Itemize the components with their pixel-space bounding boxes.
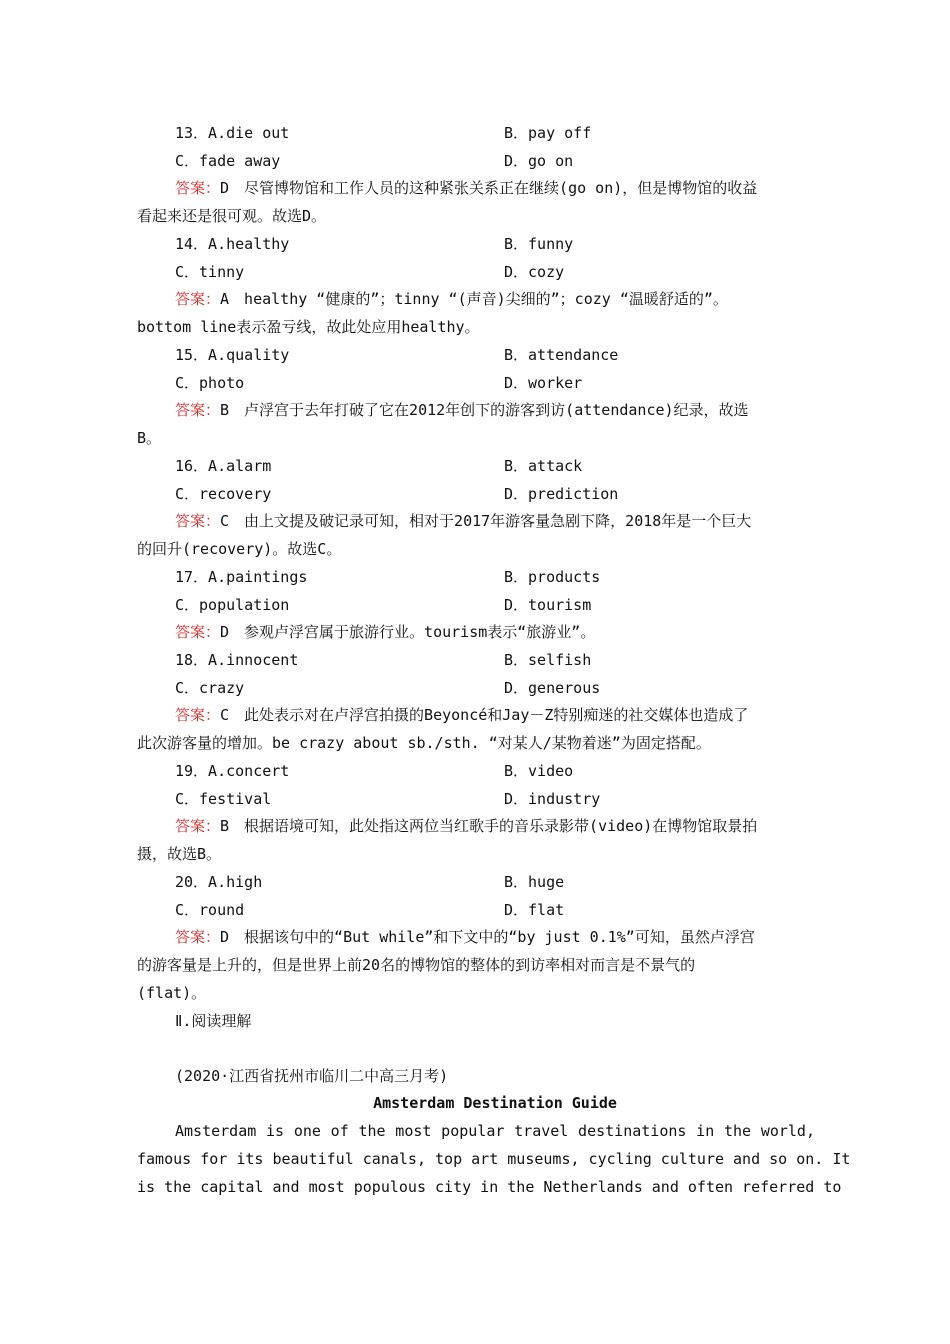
option-text: C．population [175,596,290,614]
answer-continuation: 此次游客量的增加。be crazy about sb./sth. “对某人/某物着迷”为固定搭配。 [137,734,711,752]
answer-text: C 此处表示对在卢浮宫拍摄的Beyoncé和Jay－Z特别痴迷的社交媒体也造成了 [220,706,749,724]
option-text: B．attack [504,457,583,475]
answer-text: A healthy “健康的”；tinny “(声音)尖细的”；cozy “温暖舒适的”。 [220,290,728,308]
option-text: C．round [175,901,245,919]
passage-line: famous for its beautiful canals, top art museums, cycling culture and so on. It [137,1150,851,1168]
answer-text: B 根据语境可知，此处指这两位当红歌手的音乐录影带(video)在博物馆取景拍 [220,817,758,835]
option-text: D．go on [504,152,574,170]
option-text: D．flat [504,901,565,919]
answer-line [175,812,855,840]
answer-text: C 由上文提及破记录可知，相对于2017年游客量急剧下降，2018年是一个巨大 [220,512,752,530]
answer-label: 答案： [175,290,221,308]
option-text: C．recovery [175,485,272,503]
answer-label: 答案： [175,706,221,724]
option-text: 20．A.high [175,873,263,891]
option-text: C．crazy [175,679,245,697]
answer-line [175,285,855,313]
option-text: D．generous [504,679,601,697]
option-text: B．huge [504,873,565,891]
answer-continuation: bottom line表示盈亏线，故此处应用healthy。 [137,318,480,336]
option-text: D．worker [504,374,583,392]
answer-continuation: 摄，故选B。 [137,845,222,863]
passage-line: is the capital and most populous city in the Netherlands and often referred to [137,1178,842,1196]
option-text: D．prediction [504,485,619,503]
answer-text: D 参观卢浮宫属于旅游行业。tourism表示“旅游业”。 [220,623,596,641]
option-text: B．products [504,568,601,586]
source-note: (2020·江西省抚州市临川二中高三月考) [175,1067,449,1085]
answer-label: 答案： [175,179,221,197]
option-text: C．tinny [175,263,245,281]
answer-label: 答案： [175,817,221,835]
answer-continuation: B。 [137,429,162,447]
passage-line: Amsterdam is one of the most popular travel destinations in the world, [175,1122,815,1140]
answer-continuation: 的游客量是上升的，但是世界上前20名的博物馆的整体的到访率相对而言是不景气的 [137,956,696,974]
option-text: C．festival [175,790,272,808]
answer-continuation: (flat)。 [137,984,207,1002]
answer-line [175,396,855,424]
option-text: D．tourism [504,596,592,614]
option-text: C．photo [175,374,245,392]
answer-label: 答案： [175,512,221,530]
option-text: C．fade away [175,152,281,170]
section-heading: Ⅱ.阅读理解 [175,1012,252,1030]
option-text: 14．A.healthy [175,235,290,253]
option-text: D．cozy [504,263,565,281]
option-text: 19．A.concert [175,762,290,780]
answer-continuation: 的回升(recovery)。故选C。 [137,540,342,558]
answer-text: D 根据该句中的“But while”和下文中的“by just 0.1%”可知，虽然卢浮宫 [220,928,755,946]
option-text: 15．A.quality [175,346,290,364]
answer-line [175,701,855,729]
answer-label: 答案： [175,928,221,946]
answer-continuation: 看起来还是很可观。故选D。 [137,207,327,225]
answer-line [175,923,855,951]
option-text: B．video [504,762,574,780]
option-text: B．selfish [504,651,592,669]
answer-line [175,507,855,535]
answer-text: D 尽管博物馆和工作人员的这种紧张关系正在继续(go on)，但是博物馆的收益 [220,179,758,197]
option-text: 16．A.alarm [175,457,272,475]
passage-title: Amsterdam Destination Guide [373,1094,617,1112]
option-text: B．pay off [504,124,592,142]
option-text: 17．A.paintings [175,568,308,586]
answer-label: 答案： [175,401,221,419]
option-text: 18．A.innocent [175,651,299,669]
answer-line [175,174,855,202]
option-text: 13．A.die out [175,124,290,142]
answer-label: 答案： [175,623,221,641]
answer-text: B 卢浮宫于去年打破了它在2012年创下的游客到访(attendance)纪录，故选 [220,401,749,419]
answer-line [175,618,855,646]
option-text: B．attendance [504,346,619,364]
option-text: B．funny [504,235,574,253]
option-text: D．industry [504,790,601,808]
